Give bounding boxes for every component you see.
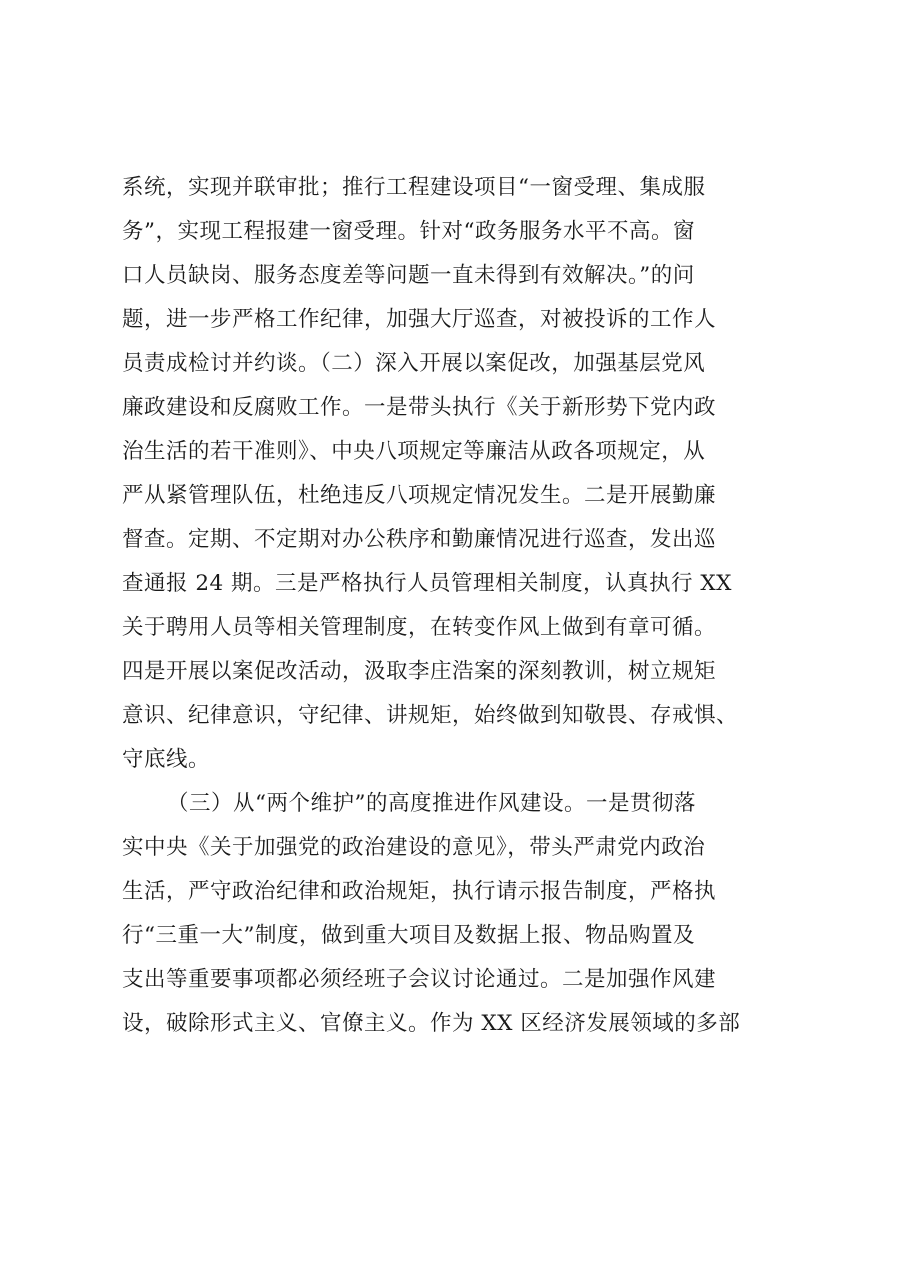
text-line: 四是开展以案促改活动，汲取李庄浩案的深刻教训，树立规矩 — [122, 659, 717, 684]
text-line: 守底线。 — [122, 747, 211, 772]
text-line: 督查。定期、不定期对办公秩序和勤廉情况进行巡查，发出巡 — [122, 527, 717, 552]
text-line: 系统，实现并联审批；推行工程建设项目“一窗受理、集成服 — [122, 175, 706, 200]
text-line: 治生活的若干准则》、中央八项规定等廉洁从政各项规定，从 — [122, 439, 706, 464]
paragraph-2 — [122, 782, 812, 1046]
text-line: （三）从“两个维护”的高度推进作风建设。一是贯彻落 — [167, 791, 696, 816]
text-line: 意识、纪律意识，守纪律、讲规矩，始终做到知敬畏、存戒惧、 — [122, 703, 739, 728]
text-line: 查通报 24 期。三是严格执行人员管理相关制度，认真执行 XX — [122, 571, 732, 596]
text-line: 行“三重一大”制度，做到重大项目及数据上报、物品购置及 — [122, 923, 695, 948]
text-line: 员责成检讨并约谈。（二）深入开展以案促改，加强基层党风 — [122, 351, 706, 376]
paragraph-1 — [122, 166, 812, 782]
text-line: 务”，实现工程报建一窗受理。针对“政务服务水平不高。窗 — [122, 219, 695, 244]
text-line: 设，破除形式主义、官僚主义。作为 XX 区经济发展领域的多部 — [122, 1011, 741, 1036]
text-line: 廉政建设和反腐败工作。一是带头执行《关于新形势下党内政 — [122, 395, 717, 420]
text-line: 口人员缺岗、服务态度差等问题一直未得到有效解决。”的问 — [122, 263, 695, 288]
text-line: 支出等重要事项都必须经班子会议讨论通过。二是加强作风建 — [122, 967, 717, 992]
text-line: 实中央《关于加强党的政治建设的意见》，带头严肃党内政治 — [122, 835, 706, 860]
text-line: 题，进一步严格工作纪律，加强大厅巡查，对被投诉的工作人 — [122, 307, 717, 332]
text-line: 生活，严守政治纪律和政治规矩，执行请示报告制度，严格执 — [122, 879, 717, 904]
text-line: 关于聘用人员等相关管理制度，在转变作风上做到有章可循。 — [122, 615, 717, 640]
text-line: 严从紧管理队伍，杜绝违反八项规定情况发生。二是开展勤廉 — [122, 483, 717, 508]
document-body — [122, 166, 812, 1046]
